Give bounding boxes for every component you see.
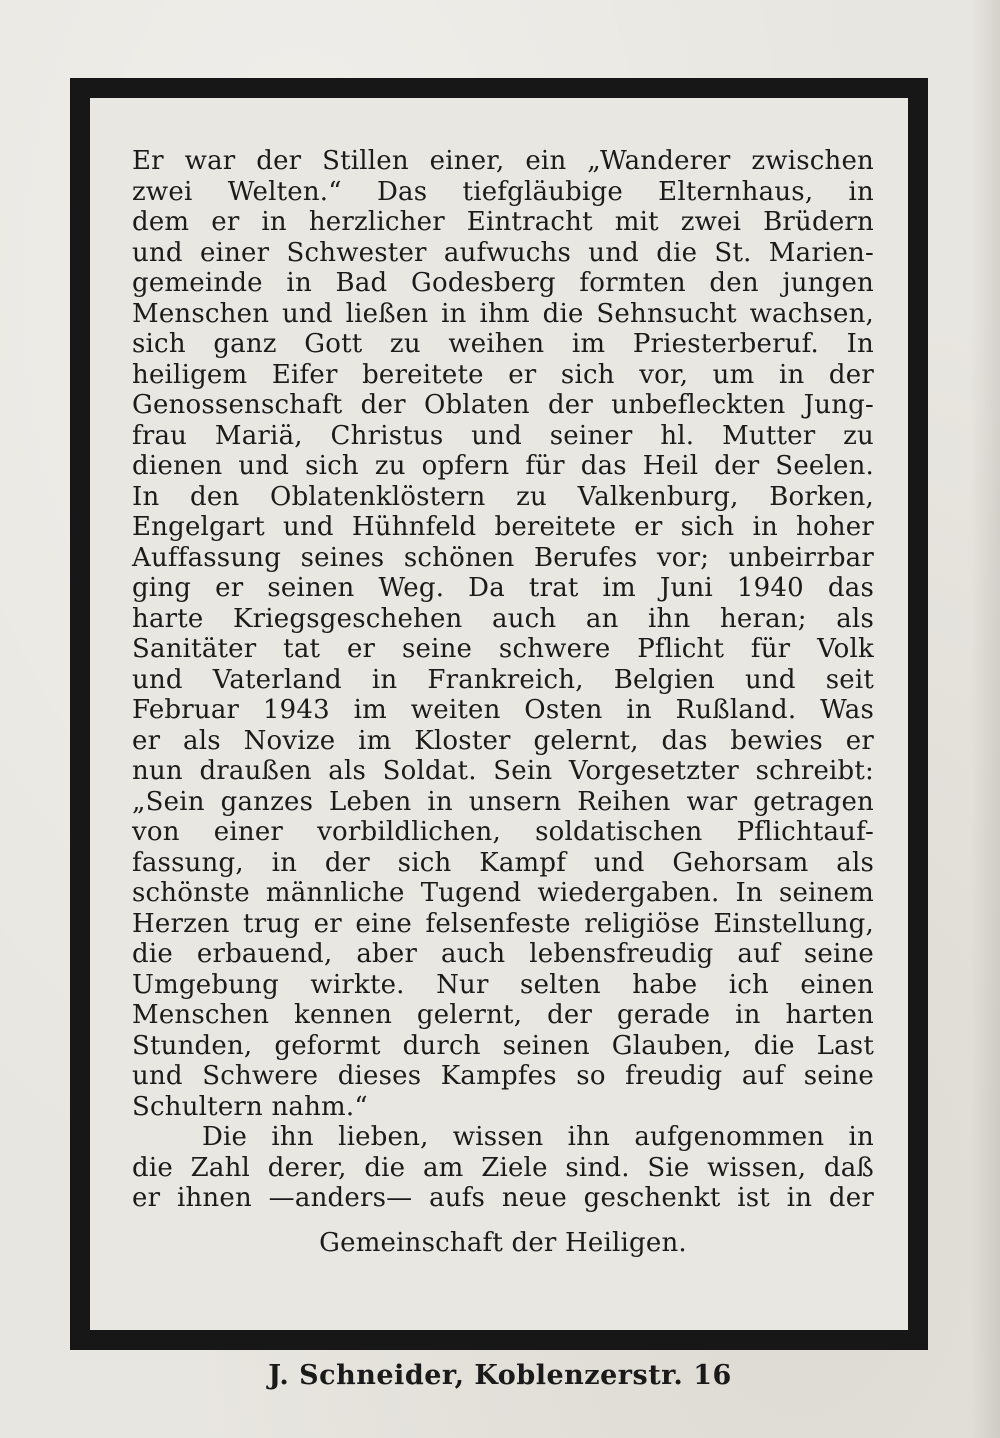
text-line: frau Mariä, Christus und seiner hl. Mutter zu (132, 420, 874, 451)
text-line: und einer Schwester aufwuchs und die St. Marien- (132, 237, 874, 268)
text-line: sich ganz Gott zu weihen im Priesterberuf. In (132, 329, 874, 359)
printer-imprint: J. Schneider, Koblenzerstr. 16 (268, 1360, 732, 1391)
text-line: Umgebung wirkte. Nur selten habe ich einen (132, 969, 874, 1000)
text-line: Schultern nahm.“ (132, 1091, 368, 1122)
text-line: und Vaterland in Frankreich, Belgien und seit (132, 664, 874, 695)
closing-line: Gemeinschaft der Heiligen. (319, 1227, 687, 1258)
text-line: gemeinde in Bad Godesberg formten den jungen (132, 268, 874, 298)
text-line: Genossenschaft der Oblaten der unbefleckten Jung- (132, 390, 874, 420)
paragraph-closing (132, 1122, 874, 1258)
text-line: er ihnen —anders— aufs neue geschenkt ist in der (132, 1183, 874, 1213)
text-line: harte Kriegsgeschehen auch an ihn heran; als (132, 603, 874, 634)
text-line: und Schwere dieses Kampfes so freudig auf seine (132, 1061, 874, 1091)
text-line: ging er seinen Weg. Da trat im Juni 1940 das (132, 573, 874, 603)
text-line: Die ihn lieben, wissen ihn aufgenommen in (202, 1122, 874, 1152)
memorial-text (132, 146, 874, 1258)
text-line: er als Novize im Kloster gelernt, das bewies er (132, 725, 874, 756)
text-line: In den Oblatenklöstern zu Valkenburg, Borken, (132, 481, 874, 512)
text-line: Stunden, geformt durch seinen Glauben, die Last (132, 1030, 874, 1061)
text-line: Sanitäter tat er seine schwere Pflicht für Volk (132, 634, 874, 664)
text-line: Herzen trug er eine felsenfeste religiöse Einstellung, (132, 908, 874, 939)
text-line: Menschen kennen gelernt, der gerade in harten (132, 1000, 874, 1030)
text-line: „Sein ganzes Leben in unsern Reihen war getragen (132, 786, 874, 817)
text-line: heiligem Eifer bereitete er sich vor, um in der (132, 359, 874, 390)
text-line: fassung, in der sich Kampf und Gehorsam als (132, 847, 874, 878)
text-line: zwei Welten.“ Das tiefgläubige Elternhaus, in (132, 176, 874, 207)
text-line: Menschen und ließen in ihm die Sehnsucht wachsen, (132, 298, 874, 329)
paper-fold-shadow (970, 0, 1000, 1438)
text-line: schönste männliche Tugend wiedergaben. In seinem (132, 878, 874, 908)
text-line: von einer vorbildlichen, soldatischen Pflichtauf- (132, 817, 874, 847)
paragraph-biography (132, 146, 874, 1122)
text-line: dem er in herzlicher Eintracht mit zwei Brüdern (132, 207, 874, 237)
text-line: Er war der Stillen einer, ein „Wanderer zwischen (132, 146, 874, 176)
text-line: die erbauend, aber auch lebensfreudig auf seine (132, 939, 874, 969)
text-line: Februar 1943 im weiten Osten in Rußland. Was (132, 695, 874, 725)
text-line: dienen und sich zu opfern für das Heil der Seelen. (132, 451, 874, 481)
text-line: Engelgart und Hühnfeld bereitete er sich in hoher (132, 512, 874, 542)
text-line: Auffassung seines schönen Berufes vor; unbeirrbar (132, 542, 874, 573)
text-line: nun draußen als Soldat. Sein Vorgesetzter schreibt: (132, 756, 874, 786)
text-line: die Zahl derer, die am Ziele sind. Sie wissen, daß (132, 1152, 874, 1183)
